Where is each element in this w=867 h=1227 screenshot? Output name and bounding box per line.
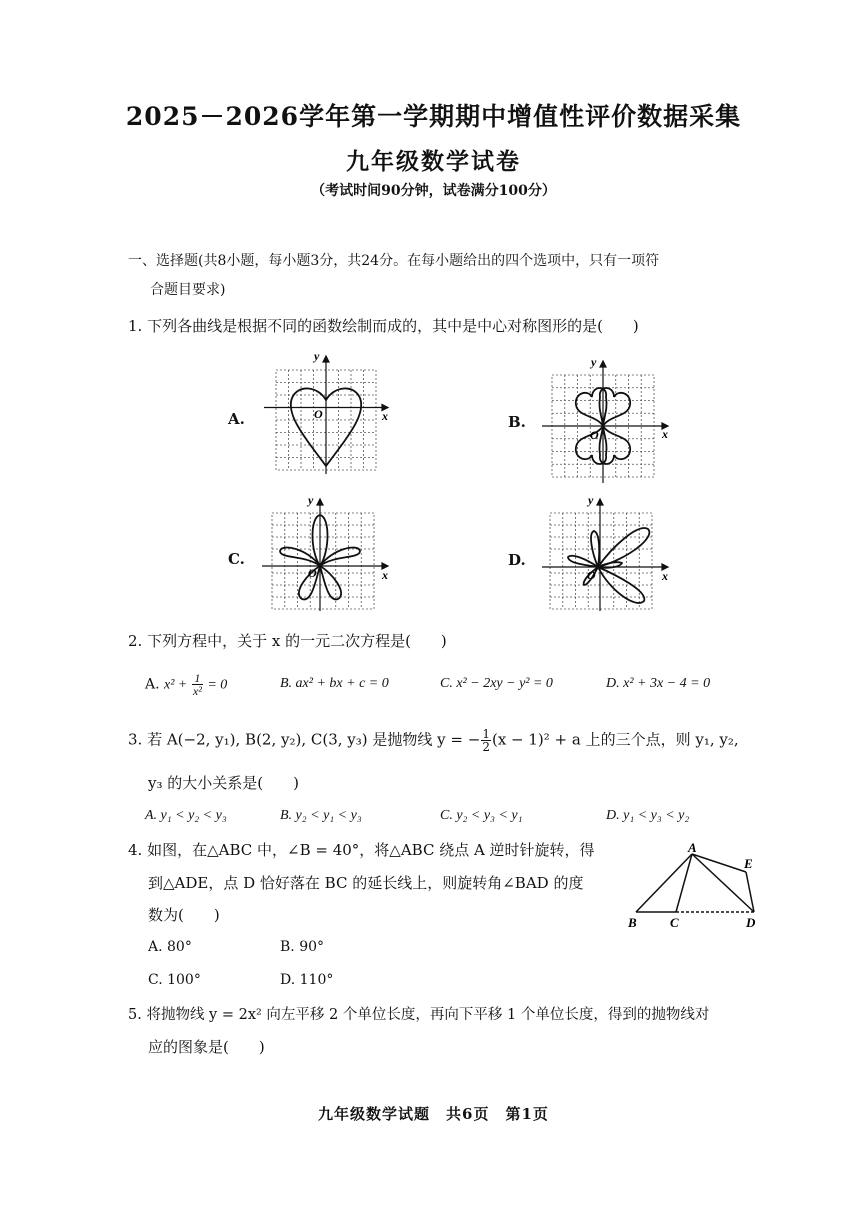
section1-line2: 合题目要求) bbox=[150, 282, 226, 298]
q1-figure-d bbox=[538, 495, 678, 615]
q1-label-d: D. bbox=[508, 551, 526, 569]
x-axis-label: x bbox=[662, 569, 668, 583]
q4-line1: 4. 如图，在△ABC 中，∠B = 40°，将△ABC 绕点 A 逆时针旋转，得 bbox=[128, 841, 595, 859]
q4-option-d: D. 110° bbox=[280, 972, 334, 988]
q1-label-b: B. bbox=[508, 413, 526, 431]
section1-line1: 一、选择题(共8小题，每小题3分，共24分。在每小题给出的四个选项中，只有一项符 bbox=[128, 253, 660, 269]
axes bbox=[264, 356, 388, 474]
q2-option-d: D. x² + 3x − 4 = 0 bbox=[606, 676, 711, 691]
origin-label: O bbox=[314, 407, 323, 421]
q3-stem-pre: 3. 若 A(−2, y₁), B(2, y₂), C(3, y₃) 是抛物线 y = − bbox=[128, 730, 481, 749]
exam-title: 2025－2026学年第一学期期中增值性评价数据采集 bbox=[125, 102, 742, 131]
point-a-label: A bbox=[688, 842, 697, 855]
q2-option-a-post: = 0 bbox=[203, 677, 228, 693]
q1-figure-b bbox=[538, 357, 678, 487]
q3-option-d: D. y₁ < y₃ < y₂ bbox=[606, 808, 690, 823]
y-axis-label: y bbox=[591, 357, 597, 369]
q4-option-b: B. 90° bbox=[280, 939, 325, 955]
q2-option-b: B. ax² + bx + c = 0 bbox=[280, 676, 389, 691]
q4-option-a: A. 80° bbox=[148, 939, 192, 955]
q3-option-a: A. y₁ < y₂ < y₃ bbox=[145, 808, 227, 823]
point-d-label: D bbox=[746, 915, 756, 930]
q4-line2: 到△ADE，点 D 恰好落在 BC 的延长线上，则旋转角∠BAD 的度 bbox=[148, 874, 584, 892]
fraction-denominator: 2 bbox=[482, 740, 490, 754]
q2-option-a-fraction bbox=[192, 672, 203, 697]
exam-subtitle: 九年级数学试卷 bbox=[346, 148, 521, 175]
y-axis-label: y bbox=[308, 495, 314, 507]
q1-label-c: C. bbox=[228, 550, 245, 568]
q3-line2: y₃ 的大小关系是( ) bbox=[148, 774, 299, 792]
segment-ae bbox=[692, 854, 746, 872]
q1-figure-c bbox=[258, 495, 398, 615]
q1-figure-a bbox=[258, 350, 398, 478]
grid bbox=[550, 513, 652, 609]
q2-stem: 2. 下列方程中，关于 x 的一元二次方程是( ) bbox=[128, 632, 447, 650]
petal-curve bbox=[568, 528, 649, 603]
q3-stem bbox=[128, 728, 739, 753]
q1-label-a: A. bbox=[228, 410, 245, 428]
q3-stem-post: (x − 1)² + a 上的三个点，则 y₁, y₂, bbox=[491, 730, 739, 749]
x-axis-label: x bbox=[662, 427, 668, 441]
q4-line3: 数为( ) bbox=[148, 906, 220, 924]
y-axis-label: y bbox=[588, 495, 594, 507]
page-footer: 九年级数学试题 共6页 第1页 bbox=[318, 1105, 549, 1123]
exam-note: （考试时间90分钟，试卷满分100分） bbox=[311, 183, 556, 199]
q1-stem: 1. 下列各曲线是根据不同的函数绘制而成的，其中是中心对称图形的是( ) bbox=[128, 317, 639, 335]
origin-label: O bbox=[587, 568, 596, 582]
origin-label: O bbox=[590, 428, 599, 442]
q2-option-c: C. x² − 2xy − y² = 0 bbox=[440, 676, 553, 691]
x-axis-label: x bbox=[382, 409, 388, 423]
fraction-numerator: 1 bbox=[482, 727, 490, 741]
q5-line2: 应的图象是( ) bbox=[148, 1038, 265, 1056]
fraction-denominator: x² bbox=[192, 684, 202, 698]
origin-label: O bbox=[308, 566, 317, 580]
axes bbox=[542, 499, 668, 611]
q3-option-c: C. y₂ < y₃ < y₁ bbox=[440, 808, 523, 823]
q4-triangle-figure bbox=[622, 842, 772, 932]
q3-fraction bbox=[481, 728, 491, 753]
q4-option-c: C. 100° bbox=[148, 972, 201, 988]
q2-option-a-pre: x² + bbox=[164, 677, 191, 693]
y-axis-label: y bbox=[314, 350, 320, 363]
q3-option-b: B. y₂ < y₁ < y₃ bbox=[280, 808, 362, 823]
q2-option-a-label: A. bbox=[145, 676, 160, 693]
x-axis-label: x bbox=[382, 568, 388, 582]
point-b-label: B bbox=[628, 915, 637, 930]
fraction-numerator: 1 bbox=[192, 672, 203, 685]
q2-option-a bbox=[145, 672, 227, 697]
point-c-label: C bbox=[670, 915, 679, 930]
point-e-label: E bbox=[744, 856, 753, 871]
q5-line1: 5. 将抛物线 y = 2x² 向左平移 2 个单位长度，再向下平移 1 个单位长度，得到的抛物线对 bbox=[128, 1007, 710, 1023]
